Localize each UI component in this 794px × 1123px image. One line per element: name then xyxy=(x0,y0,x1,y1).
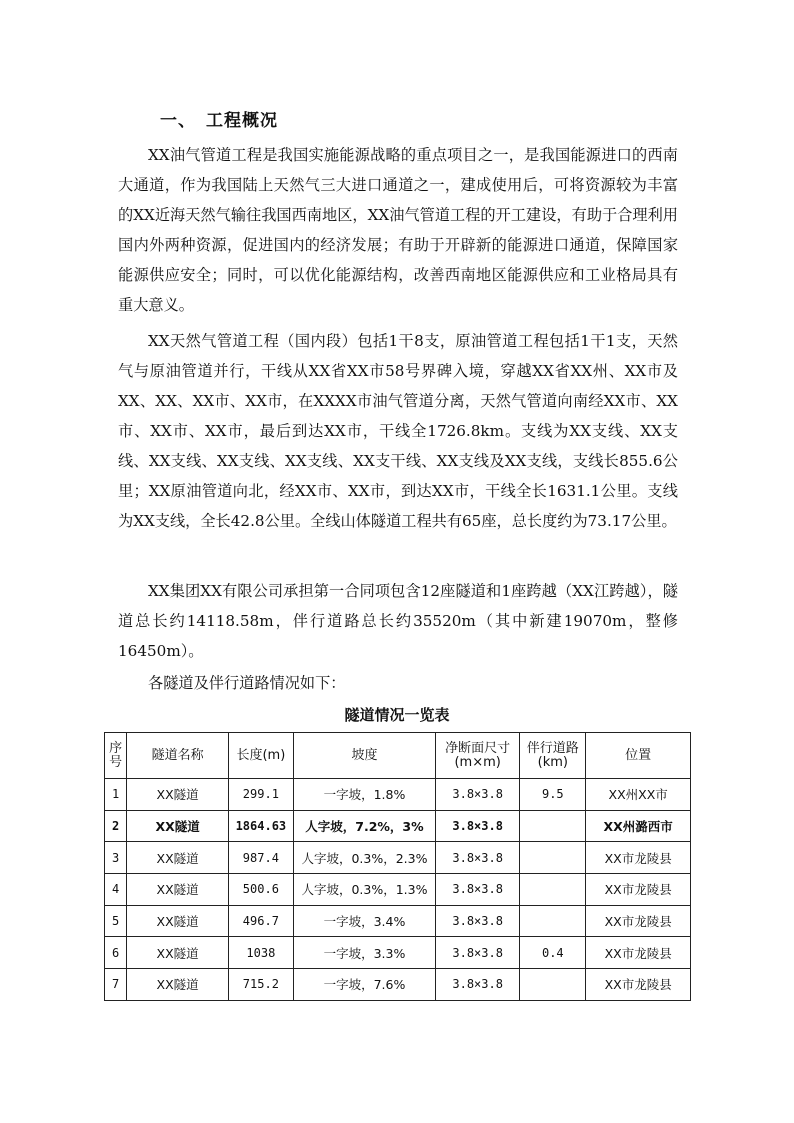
cell-name: XX隧道 xyxy=(127,779,229,811)
paragraph-text: XX天然气管道工程（国内段）包括1干8支，原油管道工程包括1干1支，天然气与原油管道并行，干线从XX省XX市58号界碑入境，穿越XX省XX州、XX市及XX、XX、XX市、XX市，在XXXX市油气管道分离，天然气管道向南经XX市、XX市、XX市、XX市，最后到达XX市，干线全1726.8km。支线为XX支线、XX支线、XX支线、XX支线、XX支线、XX支干线、XX支线及XX支线，支线长855.6公里；XX原油管道向北，经XX市、XX市，到达XX市，干线全长1631.1公里。支线为XX支线，全长42.8公里。全线山体隧道工程共有65座，总长度约为73.17公里。 xyxy=(118,332,678,530)
cell-section: 3.8×3.8 xyxy=(436,779,520,811)
section-number: 一、 xyxy=(160,111,196,131)
paragraph-table-intro xyxy=(118,668,678,698)
table-header-row xyxy=(105,733,691,779)
table-row xyxy=(105,874,691,906)
cell-section: 3.8×3.8 xyxy=(436,905,520,937)
header-section: 净断面尺寸(m×m) xyxy=(436,733,520,779)
cell-road: 9.5 xyxy=(520,779,586,811)
cell-slope: 一字坡，7.6% xyxy=(293,969,435,1001)
paragraph-contract-scope xyxy=(118,576,678,666)
table-row xyxy=(105,905,691,937)
cell-length: 1864.63 xyxy=(228,810,293,842)
cell-location: XX市龙陵县 xyxy=(586,874,691,906)
cell-no: 7 xyxy=(105,969,127,1001)
cell-no: 6 xyxy=(105,937,127,969)
cell-length: 987.4 xyxy=(228,842,293,874)
header-road: 伴行道路(km) xyxy=(520,733,586,779)
table-row xyxy=(105,779,691,811)
cell-no: 2 xyxy=(105,810,127,842)
tunnel-table xyxy=(104,732,691,1001)
cell-slope: 一字坡，3.4% xyxy=(293,905,435,937)
header-no: 序号 xyxy=(105,733,127,779)
cell-no: 1 xyxy=(105,779,127,811)
cell-road xyxy=(520,874,586,906)
cell-slope: 人字坡，0.3%，2.3% xyxy=(293,842,435,874)
cell-road xyxy=(520,969,586,1001)
cell-location: XX州XX市 xyxy=(586,779,691,811)
cell-location: XX市龙陵县 xyxy=(586,969,691,1001)
section-title: 工程概况 xyxy=(206,111,278,131)
cell-name: XX隧道 xyxy=(127,937,229,969)
header-location: 位置 xyxy=(586,733,691,779)
cell-length: 715.2 xyxy=(228,969,293,1001)
paragraph-project-significance xyxy=(118,140,678,320)
cell-name: XX隧道 xyxy=(127,969,229,1001)
cell-name: XX隧道 xyxy=(127,842,229,874)
cell-section: 3.8×3.8 xyxy=(436,874,520,906)
cell-slope: 一字坡，3.3% xyxy=(293,937,435,969)
cell-no: 5 xyxy=(105,905,127,937)
cell-slope: 人字坡，7.2%，3% xyxy=(293,810,435,842)
cell-section: 3.8×3.8 xyxy=(436,937,520,969)
cell-road xyxy=(520,810,586,842)
table-row xyxy=(105,969,691,1001)
cell-location: XX州潞西市 xyxy=(586,810,691,842)
cell-road xyxy=(520,905,586,937)
paragraph-pipeline-route xyxy=(118,326,678,536)
cell-section: 3.8×3.8 xyxy=(436,810,520,842)
cell-slope: 一字坡，1.8% xyxy=(293,779,435,811)
header-slope: 坡度 xyxy=(293,733,435,779)
paragraph-text: XX油气管道工程是我国实施能源战略的重点项目之一，是我国能源进口的西南大通道，作为我国陆上天然气三大进口通道之一，建成使用后，可将资源较为丰富的XX近海天然气输往我国西南地区，XX油气管道工程的开工建设，有助于合理利用国内外两种资源，促进国内的经济发展；有助于开辟新的能源进口通道，保障国家能源供应安全；同时，可以优化能源结构，改善西南地区能源供应和工业格局具有重大意义。 xyxy=(118,146,678,314)
cell-location: XX市龙陵县 xyxy=(586,842,691,874)
table-title: 隧道情况一览表 xyxy=(344,706,450,724)
cell-section: 3.8×3.8 xyxy=(436,842,520,874)
cell-slope: 人字坡，0.3%，1.3% xyxy=(293,874,435,906)
cell-no: 4 xyxy=(105,874,127,906)
cell-location: XX市龙陵县 xyxy=(586,905,691,937)
cell-name: XX隧道 xyxy=(127,905,229,937)
paragraph-text: XX集团XX有限公司承担第一合同项包含12座隧道和1座跨越（XX江跨越），隧道总长约14118.58m，伴行道路总长约35520m（其中新建19070m，整修16450m）。 xyxy=(118,582,678,660)
cell-length: 299.1 xyxy=(228,779,293,811)
cell-name: XX隧道 xyxy=(127,810,229,842)
cell-length: 1038 xyxy=(228,937,293,969)
table-row xyxy=(105,810,691,842)
paragraph-text: 各隧道及伴行道路情况如下： xyxy=(148,674,346,692)
cell-length: 496.7 xyxy=(228,905,293,937)
header-name: 隧道名称 xyxy=(127,733,229,779)
cell-name: XX隧道 xyxy=(127,874,229,906)
cell-section: 3.8×3.8 xyxy=(436,969,520,1001)
cell-road xyxy=(520,842,586,874)
table-row xyxy=(105,937,691,969)
table-row xyxy=(105,842,691,874)
cell-location: XX市龙陵县 xyxy=(586,937,691,969)
cell-road: 0.4 xyxy=(520,937,586,969)
section-heading xyxy=(160,106,278,131)
header-length: 长度(m) xyxy=(228,733,293,779)
cell-length: 500.6 xyxy=(228,874,293,906)
cell-no: 3 xyxy=(105,842,127,874)
